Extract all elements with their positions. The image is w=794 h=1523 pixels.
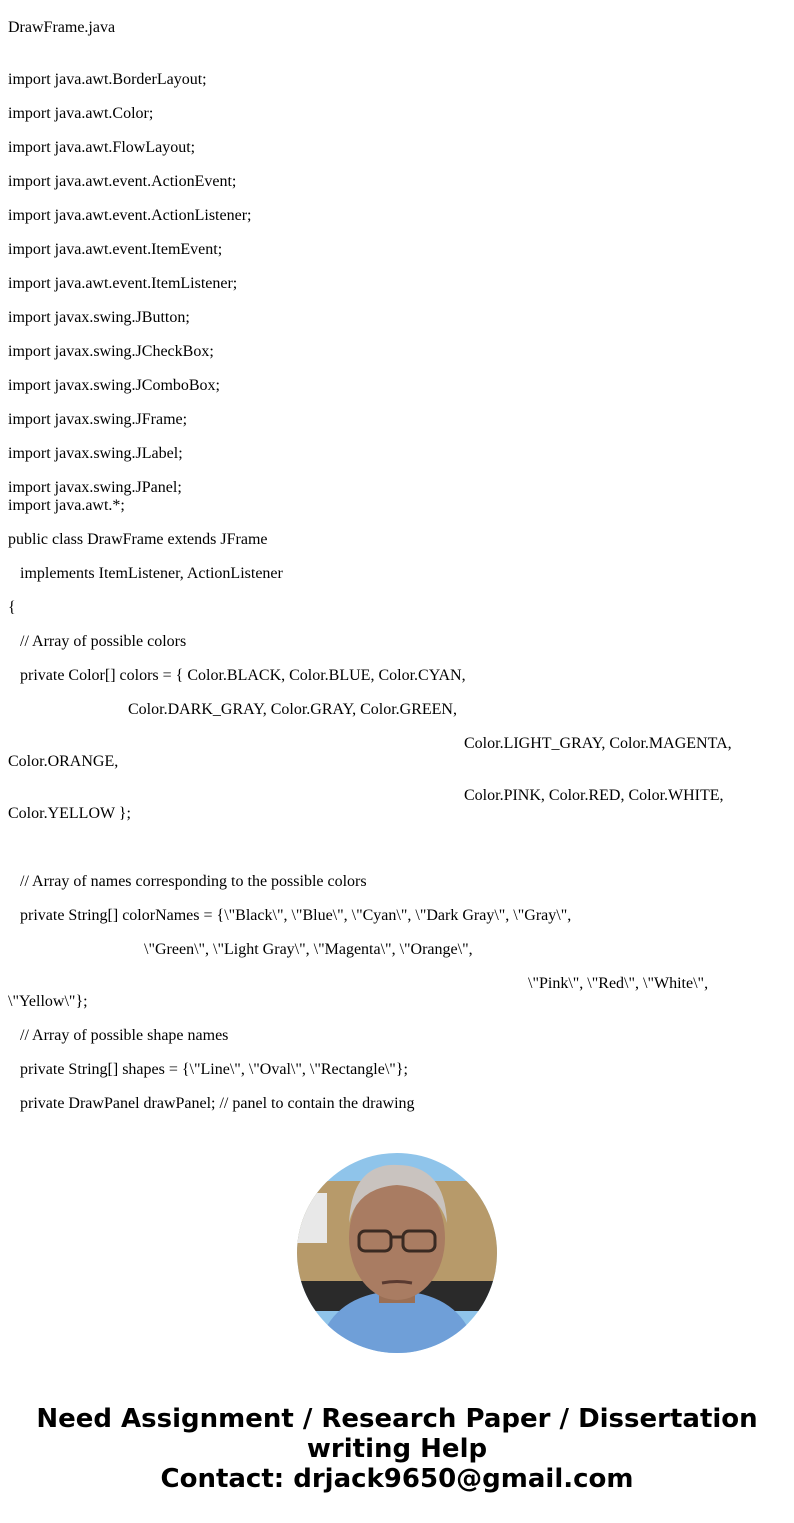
code-line: import java.awt.*;: [8, 497, 125, 514]
footer-contact: Contact: drjack9650@gmail.com: [160, 1464, 634, 1494]
code-line: import javax.swing.JCheckBox;: [8, 343, 214, 360]
code-line: import java.awt.event.ActionListener;: [8, 207, 252, 224]
code-line: private DrawPanel drawPanel; // panel to contain the drawing: [20, 1095, 415, 1112]
cut-off-line: [8, 0, 783, 6]
code-line: implements ItemListener, ActionListener: [20, 565, 283, 582]
code-line: import javax.swing.JFrame;: [8, 411, 188, 428]
code-line: private String[] shapes = {\"Line\", \"Oval\", \"Rectangle\"};: [20, 1061, 408, 1078]
code-line: \"Pink\", \"Red\", \"White\", \"Yellow\"};: [8, 975, 713, 1010]
code-line: Color.DARK_GRAY, Color.GRAY, Color.GREEN,: [128, 701, 457, 718]
code-comment: // Array of possible colors: [20, 633, 187, 650]
code-comment: // Array of names corresponding to the possible colors: [20, 873, 367, 890]
code-comment: // Array of possible shape names: [20, 1027, 229, 1044]
code-line: public class DrawFrame extends JFrame: [8, 531, 268, 548]
code-line: Color.LIGHT_GRAY, Color.MAGENTA, Color.ORANGE,: [8, 735, 736, 770]
code-line: private String[] colorNames = {\"Black\", \"Blue\", \"Cyan\", \"Dark Gray\", \"Gray\",: [20, 907, 572, 924]
code-line: import java.awt.event.ItemEvent;: [8, 241, 223, 258]
code-line: import javax.swing.JButton;: [8, 309, 190, 326]
code-line: import javax.swing.JPanel;: [8, 479, 182, 496]
code-line: import java.awt.BorderLayout;: [8, 71, 207, 88]
code-line: \"Green\", \"Light Gray\", \"Magenta\", \"Orange\",: [144, 941, 473, 958]
file-name: DrawFrame.java: [8, 19, 116, 36]
code-line: {: [8, 599, 16, 616]
code-line: import javax.swing.JLabel;: [8, 445, 183, 462]
code-line: import javax.swing.JComboBox;: [8, 377, 220, 394]
code-line: import java.awt.Color;: [8, 105, 154, 122]
code-line: import java.awt.event.ActionEvent;: [8, 173, 237, 190]
code-line: import java.awt.event.ItemListener;: [8, 275, 238, 292]
footer-promo: Need Assignment / Research Paper / Dissertation writing Help: [36, 1404, 758, 1464]
code-line: Color.PINK, Color.RED, Color.WHITE, Color.YELLOW };: [8, 787, 728, 822]
code-line: import java.awt.FlowLayout;: [8, 139, 196, 156]
code-line: private Color[] colors = { Color.BLACK, Color.BLUE, Color.CYAN,: [20, 667, 466, 684]
author-avatar: [297, 1153, 497, 1353]
